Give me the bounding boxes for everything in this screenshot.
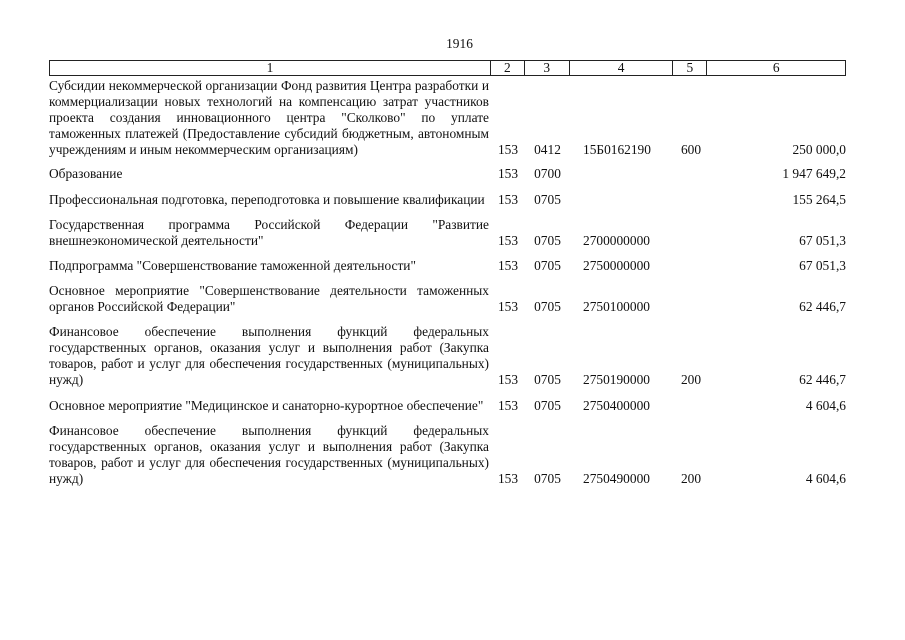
row-rz: 0705 <box>534 299 561 315</box>
table-row <box>49 258 846 274</box>
table-row <box>49 217 846 249</box>
column-header-5: 5 <box>673 61 707 75</box>
row-gr: 153 <box>497 372 519 388</box>
column-header-1: 1 <box>50 61 491 75</box>
row-name: Образование <box>49 166 123 182</box>
row-vr: 200 <box>680 372 702 388</box>
row-gr: 153 <box>497 142 519 158</box>
row-cs: 15Б0162190 <box>583 142 651 158</box>
column-header-3: 3 <box>525 61 570 75</box>
row-rz: 0705 <box>534 232 561 248</box>
row-sum: 1 947 649,2 <box>782 166 846 182</box>
table-row <box>49 78 846 158</box>
row-gr: 153 <box>497 257 519 273</box>
row-gr: 153 <box>497 166 519 182</box>
row-sum: 250 000,0 <box>792 142 846 158</box>
table-body <box>49 78 846 487</box>
row-vr: 200 <box>680 470 702 486</box>
row-vr: 600 <box>680 142 702 158</box>
row-gr: 153 <box>497 299 519 315</box>
row-name: Субсидии некоммерческой организации Фонд развития Центра разработки и коммерциализации новых технологий на компенсацию затрат участников проекта создания инновационного центра "Сколково" по уплате таможенных платежей (Предоставление субсидий бюджетным, автономным учреждениям и иным некоммерческим организациям) <box>49 78 489 158</box>
row-sum: 62 446,7 <box>799 372 846 388</box>
column-header-4: 4 <box>570 61 674 75</box>
table-row <box>49 192 846 208</box>
table-header <box>49 60 846 76</box>
row-name: Финансовое обеспечение выполнения функций федеральных государственных органов, оказания услуг и выполнения работ (Закупка товаров, работ и услуг для обеспечения государственных (муниципальных) нужд) <box>49 422 489 486</box>
row-name: Подпрограмма "Совершенствование таможенной деятельности" <box>49 257 416 273</box>
row-cs: 2750100000 <box>583 299 650 315</box>
column-header-6: 6 <box>772 60 780 75</box>
row-sum: 4 604,6 <box>805 470 846 486</box>
row-sum: 4 604,6 <box>805 397 846 413</box>
row-rz: 0705 <box>534 191 561 207</box>
table-row <box>49 398 846 414</box>
row-gr: 153 <box>497 397 519 413</box>
row-cs: 2750000000 <box>583 257 650 273</box>
table-row <box>49 166 846 182</box>
row-cs: 2750400000 <box>583 397 650 413</box>
row-sum: 67 051,3 <box>799 257 846 273</box>
table-row <box>49 283 846 315</box>
row-sum: 155 264,5 <box>792 191 846 207</box>
row-rz: 0412 <box>534 142 561 158</box>
row-sum: 62 446,7 <box>799 299 846 315</box>
row-cs: 2700000000 <box>583 232 650 248</box>
row-gr: 153 <box>497 232 519 248</box>
row-gr: 153 <box>497 191 519 207</box>
row-name: Основное мероприятие "Совершенствование деятельности таможенных органов Российской Федерации" <box>49 282 489 315</box>
row-name: Основное мероприятие "Медицинское и санаторно-курортное обеспечение" <box>49 397 484 413</box>
row-sum: 67 051,3 <box>799 232 846 248</box>
row-cs: 2750190000 <box>583 372 650 388</box>
page-number: 1916 <box>446 36 473 51</box>
row-rz: 0705 <box>534 470 561 486</box>
table-row <box>49 324 846 388</box>
row-gr: 153 <box>497 470 519 486</box>
row-rz: 0705 <box>534 372 561 388</box>
row-name: Государственная программа Российской Федерации "Развитие внешнеэкономической деятельности" <box>49 216 489 248</box>
column-header-2: 2 <box>491 61 525 75</box>
row-cs: 2750490000 <box>583 470 650 486</box>
row-name: Финансовое обеспечение выполнения функций федеральных государственных органов, оказания услуг и выполнения работ (Закупка товаров, работ и услуг для обеспечения государственных (муниципальных) нужд) <box>49 324 489 388</box>
row-rz: 0705 <box>534 257 561 273</box>
row-rz: 0700 <box>534 166 561 182</box>
table-row <box>49 423 846 487</box>
row-rz: 0705 <box>534 397 561 413</box>
row-name: Профессиональная подготовка, переподготовка и повышение квалификации <box>49 191 485 207</box>
